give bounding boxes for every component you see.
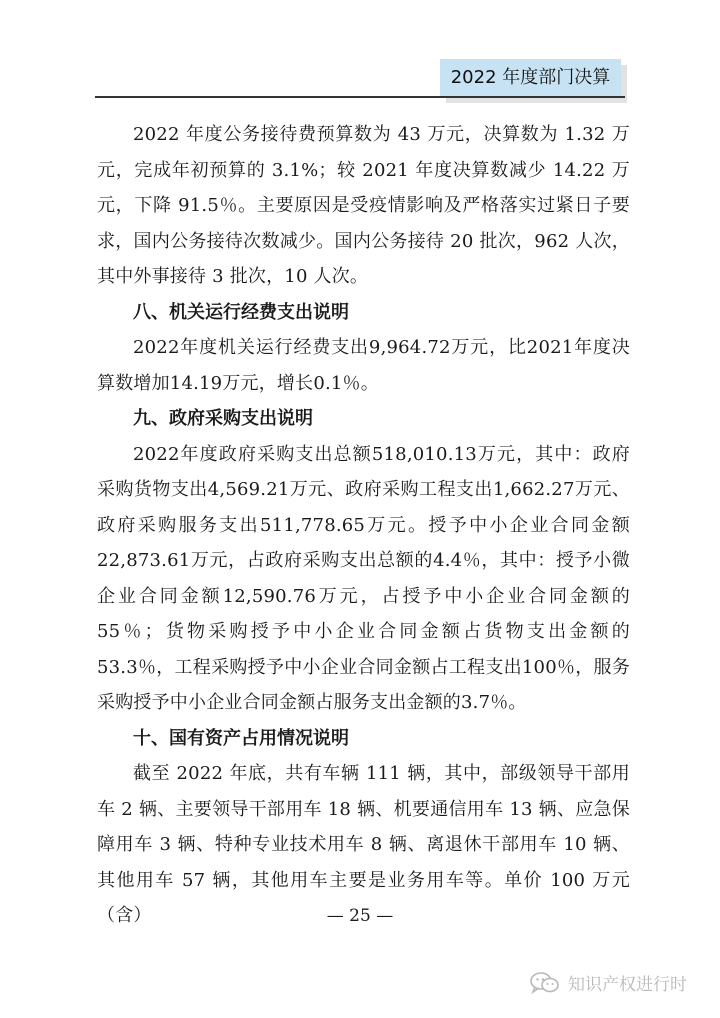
watermark: [530, 970, 687, 995]
header-title: 2022 年度部门决算: [450, 67, 611, 88]
header-rule: [95, 96, 625, 98]
paragraph-state-assets: 截至 2022 年底，共有车辆 111 辆，其中，部级领导干部用车 2 辆、主要领导干部用车 18 辆、机要通信用车 13 辆、应急保障用车 3 辆、特种专业技术用车 8 辆、离退休干部用车 10 辆、其他用车 57 辆，其他用车主要是业务用车等。单价 100 万元（含）: [97, 763, 630, 926]
document-body: [97, 117, 630, 934]
paragraph-operating-expenses: 2022年度机关运行经费支出9,964.72万元，比2021年度决算数增加14.19万元，增长0.1％。: [97, 337, 630, 394]
heading-state-assets: 十、国有资产占用情况说明: [133, 727, 349, 749]
page-number: — 25 —: [326, 906, 394, 926]
paragraph-government-procurement: 2022年度政府采购支出总额518,010.13万元，其中：政府采购货物支出4,569.21万元、政府采购工程支出1,662.27万元、政府采购服务支出511,778.65万元。授予中小企业合同金额22,873.61万元，占政府采购支出总额的4.4％，其中：授予小微企业合同金额12,590.76万元，占授予中小企业合同金额的55％；货物采购授予中小企业合同金额占货物支出金额的53.3％，工程采购授予中小企业合同金额占工程支出100％，服务采购授予中小企业合同金额占服务支出金额的3.7％。: [97, 443, 630, 713]
watermark-text: 知识产权进行时: [568, 975, 687, 995]
header-tab: [440, 59, 621, 97]
paragraph-reception-expenses: 2022 年度公务接待费预算数为 43 万元，决算数为 1.32 万元，完成年初预算的 3.1%；较 2021 年度决算数减少 14.22 万元，下降 91.5％。主要原因是受疫情影响及严格落实过紧日子要求，国内公务接待次数减少。国内公务接待 20 批次，962 人次，其中外事接待 3 批次，10 人次。: [97, 124, 630, 287]
heading-government-procurement: 九、政府采购支出说明: [133, 408, 313, 429]
wechat-icon: [530, 971, 560, 995]
heading-operating-expenses: 八、机关运行经费支出说明: [133, 301, 349, 323]
